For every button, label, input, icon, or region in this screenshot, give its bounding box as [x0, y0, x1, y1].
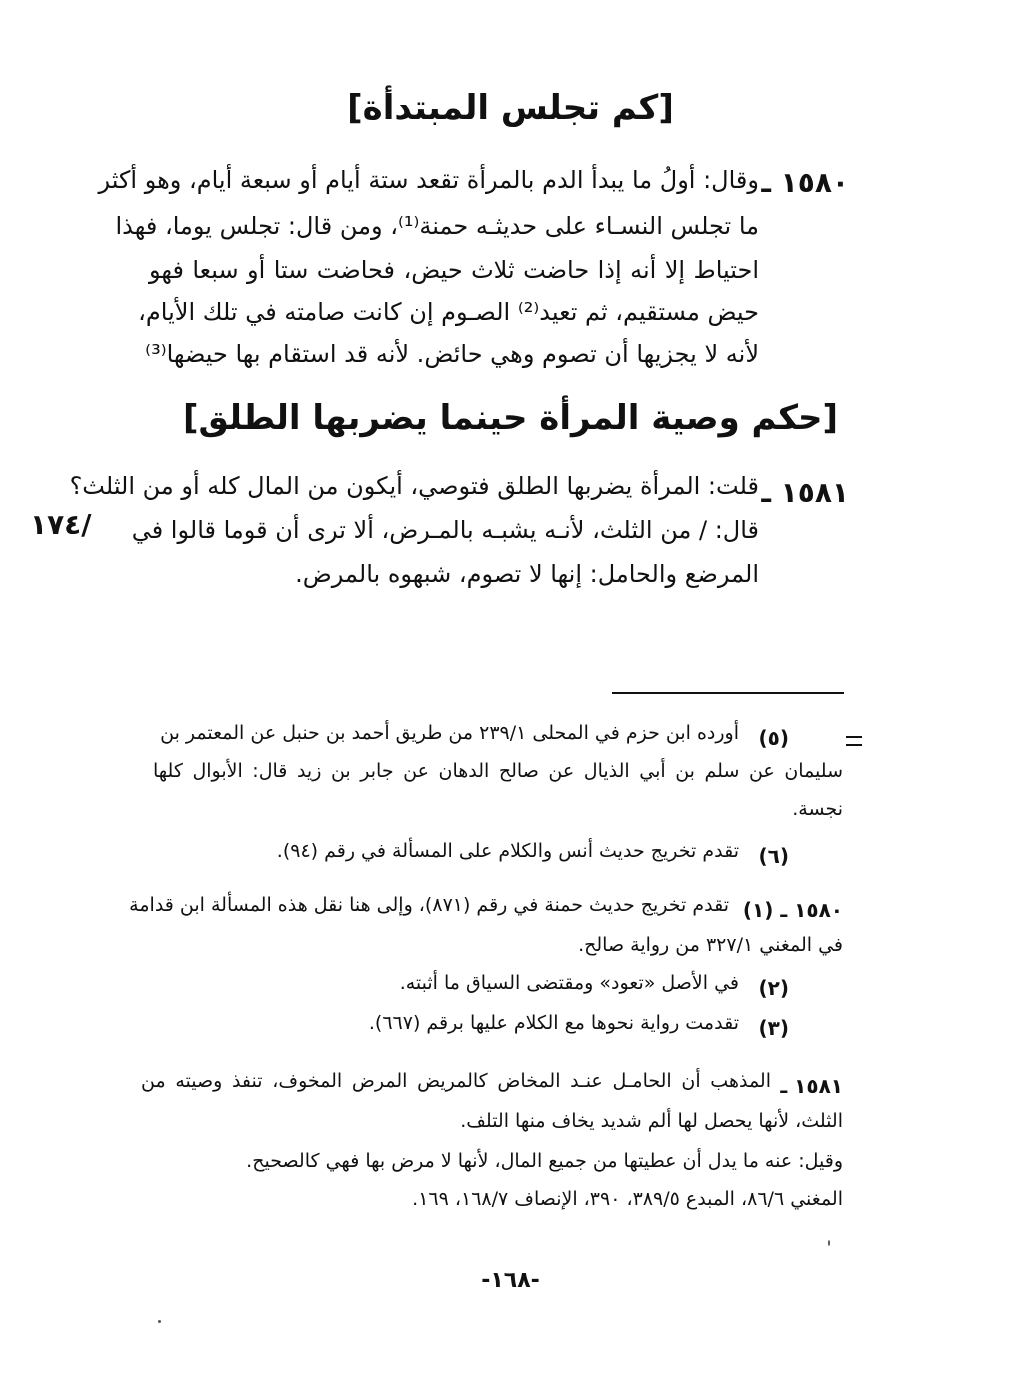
footnote-line: سليمان عن سلم بن أبي الذيال عن صالح الدهان عن جابر بن زيد قال: الأبوال كلها — [153, 760, 843, 782]
footnote-separator — [612, 692, 844, 694]
footnote-number: (٢) — [758, 976, 789, 1000]
footnote-line: المغني ٨٦/٦، المبدع ٣٨٩/٥، ٣٩٠، الإنصاف ١٦٨/٧، ١٦٩. — [412, 1188, 843, 1210]
footnote-line: في الأصل «تعود» ومقتضى السياق ما أثبته. — [399, 972, 739, 994]
footnote-marker — [846, 736, 862, 746]
entry-line: حيض مستقيم، ثم تعيد⁽²⁾ الصـوم إن كانت صامته في تلك الأيام، — [138, 298, 759, 326]
footnote-number: (٣) — [758, 1016, 789, 1040]
scan-speck — [828, 1240, 830, 1246]
footnote-label: ١٥٨٠ ـ (١) — [742, 898, 843, 922]
entry-line: ما تجلس النسـاء على حديثـه حمنة⁽¹⁾، ومن قال: تجلس يوما، فهذا — [115, 212, 759, 240]
scan-speck — [158, 1320, 161, 1323]
page-number: -١٦٨- — [481, 1268, 540, 1293]
margin-page-reference: ١٧٤/ — [30, 508, 92, 541]
footnote-line: أورده ابن حزم في المحلى ٢٣٩/١ من طريق أحمد بن حنبل عن المعتمر بن — [160, 722, 739, 744]
footnote-line: تقدم تخريج حديث أنس والكلام على المسألة في رقم (٩٤). — [276, 840, 739, 862]
footnote-number: (٦) — [758, 844, 789, 868]
footnote-line: الثلث، لأنها يحصل لها ألم شديد يخاف منها التلف. — [460, 1110, 843, 1132]
footnote-line: تقدم تخريج حديث حمنة في رقم (٨٧١)، وإلى هنا نقل هذه المسألة ابن قدامة — [129, 894, 729, 916]
entry-number: ١٥٨٠ ـ — [761, 166, 849, 199]
section-heading-first: [كم تجلس المبتدأة] — [347, 88, 674, 128]
footnote-label: ١٥٨١ ـ — [780, 1074, 843, 1098]
footnote-line: في المغني ٣٢٧/١ من رواية صالح. — [578, 934, 843, 956]
entry-line: قال: / من الثلث، لأنـه يشبـه بالمـرض، ألا ترى أن قوما قالوا في — [131, 516, 759, 544]
entry-line: احتياط إلا أنه إذا حاضت ثلاث حيض، فحاضت ستا أو سبعا فهو — [149, 256, 759, 284]
section-heading-second: [حكم وصية المرأة حينما يضربها الطلق] — [182, 398, 839, 438]
footnote-line: تقدمت رواية نحوها مع الكلام عليها برقم (٦٦٧). — [368, 1012, 739, 1034]
entry-line: قلت: المرأة يضربها الطلق فتوصي، أيكون من المال كله أو من الثلث؟ — [69, 472, 759, 500]
entry-line: لأنه لا يجزيها أن تصوم وهي حائض. لأنه قد استقام بها حيضها⁽³⁾ — [145, 340, 759, 368]
entry-line: وقال: أولُ ما يبدأ الدم بالمرأة تقعد ستة أيام أو سبعة أيام، وهو أكثر — [98, 166, 759, 194]
entry-number: ١٥٨١ ـ — [761, 476, 849, 509]
footnote-line: وقيل: عنه ما يدل أن عطيتها من جميع المال، لأنها لا مرض بها فهي كالصحيح. — [246, 1150, 843, 1172]
footnote-number: (٥) — [758, 726, 789, 750]
footnote-line: المذهب أن الحامـل عنـد المخاض كالمريض المرض المخوف، تنفذ وصيته من — [141, 1070, 771, 1092]
entry-line: المرضع والحامل: إنها لا تصوم، شبهوه بالمرض. — [295, 560, 759, 588]
footnote-line: نجسة. — [792, 798, 843, 820]
